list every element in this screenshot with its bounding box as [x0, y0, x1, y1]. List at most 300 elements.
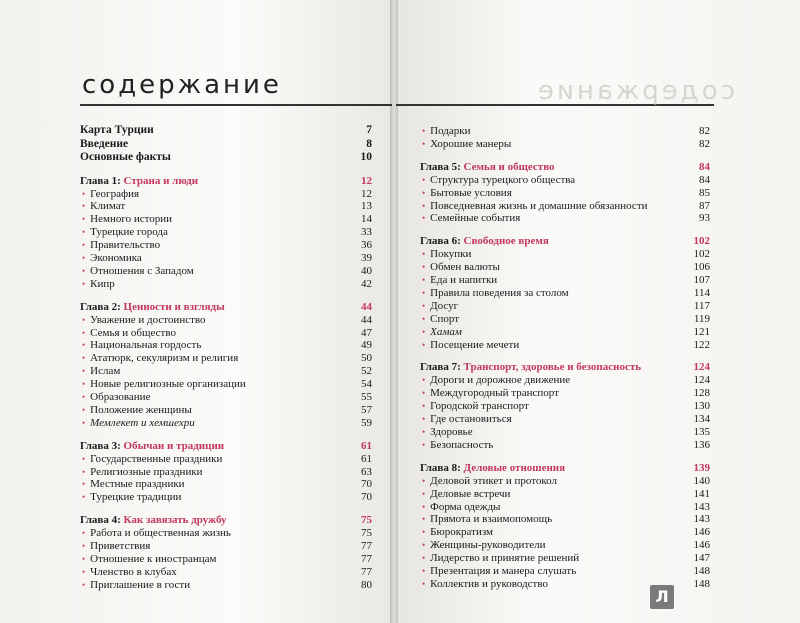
front-matter-row	[80, 138, 372, 152]
toc-item	[420, 439, 710, 452]
toc-item	[420, 565, 710, 578]
entry-label: Ататюрк, секуляризм и религия	[90, 352, 239, 365]
toc-item	[80, 566, 372, 579]
entry-label: Деловой этикет и протокол	[430, 474, 558, 487]
toc-item-text	[422, 212, 520, 225]
toc-item-text	[422, 339, 519, 352]
entry-label: Повседневная жизнь и домашние обязанности	[430, 199, 648, 212]
bullet-icon: •	[82, 453, 86, 464]
bullet-icon: •	[82, 466, 86, 477]
toc-item	[80, 527, 372, 540]
bullet-icon: •	[422, 388, 426, 399]
chapter-heading	[80, 300, 372, 314]
toc-item-text	[82, 188, 139, 201]
chapter-name: Деловые отношения	[463, 461, 566, 474]
entry-label: Посещение мечети	[430, 338, 520, 351]
entry-label: Дороги и дорожное движение	[430, 374, 571, 387]
page-number: 146	[693, 539, 710, 552]
toc-item-text	[422, 287, 569, 300]
toc-item	[80, 339, 372, 352]
entry-label: Турецкие города	[90, 226, 168, 239]
toc-item-text	[82, 417, 195, 430]
continued-items	[420, 125, 710, 151]
toc-item-text	[82, 527, 231, 540]
bullet-icon: •	[422, 213, 426, 224]
entry-label: Междугородный транспорт	[430, 387, 559, 400]
page-number: 77	[361, 565, 372, 578]
entry-label: Коллектив и руководство	[430, 577, 548, 590]
toc-item	[80, 314, 372, 327]
toc-item-text	[422, 313, 459, 326]
chapter-name: Ценности и взгляды	[123, 300, 225, 313]
toc-item-text	[82, 553, 217, 566]
bullet-icon: •	[82, 201, 86, 212]
entry-label: Правительство	[90, 239, 161, 252]
entry-label: Уважение и достоинство	[90, 313, 206, 326]
bullet-icon: •	[422, 262, 426, 273]
chapter-prefix: Глава 8:	[420, 461, 464, 474]
entry-label: Ислам	[90, 365, 121, 378]
bullet-icon: •	[422, 126, 426, 136]
front-matter-row	[80, 151, 372, 165]
toc-item-text	[422, 513, 552, 526]
chapter-page-number: 44	[361, 300, 372, 313]
entry-label: Покупки	[430, 248, 472, 261]
page-number: 77	[361, 552, 372, 565]
chapter-page-number: 102	[693, 235, 710, 248]
entry-label: Отношения с Западом	[90, 264, 194, 277]
toc-item-text	[422, 300, 458, 313]
page-number: 117	[693, 299, 710, 312]
page-number: 57	[361, 403, 372, 416]
chapter-name: Как завязать дружбу	[123, 514, 227, 527]
toc-item-text	[82, 213, 172, 226]
page-number: 82	[699, 137, 710, 150]
chapter-title	[80, 174, 198, 188]
toc-item	[80, 213, 372, 226]
chapter-title	[80, 439, 224, 453]
page-number: 50	[361, 352, 372, 365]
entry-label: Структура турецкого общества	[430, 173, 576, 186]
toc-item	[80, 188, 372, 201]
bullet-icon: •	[422, 275, 426, 286]
chapter-title	[420, 360, 641, 374]
toc-item-text	[422, 274, 497, 287]
bullet-icon: •	[422, 488, 426, 499]
page-number: 8	[366, 137, 372, 150]
chapter-prefix: Глава 1:	[80, 174, 124, 187]
toc-item	[80, 579, 372, 592]
entry-label: Еда и напитки	[430, 274, 498, 287]
chapter-name: Свободное время	[463, 235, 549, 248]
toc-item	[420, 287, 710, 300]
entry-label: География	[90, 187, 140, 200]
page-number: 55	[361, 390, 372, 403]
bullet-icon: •	[422, 475, 426, 486]
page-number: 136	[693, 438, 710, 451]
page-number: 33	[361, 226, 372, 239]
chapter-title	[420, 461, 565, 475]
toc-item	[420, 539, 710, 552]
toc-item	[420, 326, 710, 339]
bullet-icon: •	[422, 439, 426, 450]
toc-item-text	[422, 261, 500, 274]
page-number: 63	[361, 465, 372, 478]
entry-label: Досуг	[430, 299, 459, 312]
bullet-icon: •	[422, 514, 426, 525]
toc-item	[420, 339, 710, 352]
toc-item	[80, 265, 372, 278]
left-chapter-list	[80, 174, 372, 592]
page-number: 146	[693, 526, 710, 539]
toc-item	[80, 226, 372, 239]
page-number: 36	[361, 239, 372, 252]
entry-label: Здоровье	[430, 426, 473, 439]
bullet-icon: •	[82, 404, 86, 415]
toc-item-text	[82, 579, 190, 592]
page-number: 61	[361, 452, 372, 465]
entry-label: Презентация и манера слушать	[430, 565, 577, 578]
toc-item-text	[82, 252, 142, 265]
toc-item-text	[422, 488, 510, 501]
entry-label: Основные факты	[80, 151, 171, 163]
entry-label: Немного истории	[90, 213, 173, 226]
toc-item	[420, 261, 710, 274]
toc-item-text	[82, 278, 115, 291]
page-number: 70	[361, 491, 372, 504]
page-number: 49	[361, 339, 372, 352]
toc-item-text	[422, 387, 559, 400]
toc-item-text	[422, 565, 576, 578]
page-number: 47	[361, 326, 372, 339]
page-number: 148	[693, 577, 710, 590]
page-number: 52	[361, 365, 372, 378]
toc-item-text	[422, 526, 493, 539]
entry-label: Мемлекет и хемшехри	[90, 416, 195, 429]
toc-item-text	[82, 327, 176, 340]
toc-item	[80, 540, 372, 553]
toc-item-text	[422, 174, 575, 187]
toc-item	[420, 475, 710, 488]
chapter-title	[420, 160, 555, 174]
bullet-icon: •	[422, 249, 426, 260]
page-number: 85	[699, 186, 710, 199]
entry-label: Членство в клубах	[90, 565, 177, 578]
toc-item-text	[82, 453, 222, 466]
bullet-icon: •	[82, 353, 86, 364]
toc-item	[80, 365, 372, 378]
bullet-icon: •	[422, 138, 426, 149]
entry-label: Государственные праздники	[90, 452, 223, 465]
toc-item	[80, 378, 372, 391]
toc-item	[420, 212, 710, 225]
bullet-icon: •	[82, 566, 86, 577]
toc-item	[80, 352, 372, 365]
chapter-heading	[420, 160, 710, 174]
page-number: 13	[361, 200, 372, 213]
page-number: 14	[361, 213, 372, 226]
bullet-icon: •	[82, 314, 86, 325]
entry-label: Лидерство и принятие решений	[430, 552, 580, 565]
toc-item	[420, 187, 710, 200]
chapter-page-number: 124	[693, 361, 710, 374]
bullet-icon: •	[422, 375, 426, 386]
bullet-icon: •	[82, 240, 86, 251]
toc-item-text	[422, 248, 471, 261]
bullet-icon: •	[422, 414, 426, 425]
entry-label: Хамам	[430, 325, 462, 338]
entry-label: Кипр	[90, 277, 115, 290]
page-number: 134	[693, 413, 710, 426]
toc-item	[420, 488, 710, 501]
toc-item	[420, 274, 710, 287]
toc-item-text	[82, 265, 194, 278]
bullet-icon: •	[422, 339, 426, 350]
chapter-heading	[420, 461, 710, 475]
toc-item	[420, 374, 710, 387]
page-number: 44	[361, 313, 372, 326]
entry-label: Городской транспорт	[430, 400, 529, 413]
chapter-heading	[420, 360, 710, 374]
entry-label: Форма одежды	[430, 500, 501, 513]
bullet-icon: •	[82, 252, 86, 263]
page-number: 80	[361, 578, 372, 591]
bullet-icon: •	[82, 327, 86, 338]
page-number: 10	[360, 151, 372, 163]
book-gutter	[390, 0, 398, 623]
chapter-page-number: 61	[361, 439, 372, 452]
bullet-icon: •	[422, 427, 426, 438]
page-number: 70	[361, 478, 372, 491]
toc-item-text	[422, 426, 473, 439]
bullet-icon: •	[82, 214, 86, 225]
toc-item-text	[422, 439, 493, 452]
page-number: 42	[361, 277, 372, 290]
chapter-page-number: 75	[361, 514, 372, 527]
toc-item-text	[82, 200, 125, 213]
bullet-icon: •	[82, 528, 86, 539]
chapter-prefix: Глава 5:	[420, 160, 464, 173]
toc-item	[420, 138, 710, 151]
toc-item	[420, 313, 710, 326]
toc-item	[80, 404, 372, 417]
toc-item-text	[82, 339, 201, 352]
toc-item	[80, 252, 372, 265]
page-number: 39	[361, 251, 372, 264]
front-matter	[80, 124, 372, 165]
chapter-title	[80, 300, 225, 314]
bullet-icon: •	[82, 579, 86, 590]
bullet-icon: •	[82, 265, 86, 276]
page-number: 77	[361, 540, 372, 553]
chapter-page-number: 12	[361, 174, 372, 187]
entry-label: Национальная гордость	[90, 339, 202, 352]
entry-label: Работа и общественная жизнь	[90, 527, 231, 540]
chapter-prefix: Глава 4:	[80, 514, 124, 527]
bullet-icon: •	[422, 540, 426, 551]
bullet-icon: •	[82, 188, 86, 199]
page-number: 114	[693, 287, 710, 300]
toc-item-text	[82, 239, 160, 252]
page-number: 141	[693, 487, 710, 500]
bullet-icon: •	[82, 479, 86, 490]
toc-item-text	[82, 466, 203, 479]
page-number: 143	[693, 500, 710, 513]
toc-item	[420, 174, 710, 187]
page-number: 124	[693, 374, 710, 387]
bullet-icon: •	[422, 174, 426, 185]
page-number: 148	[693, 565, 710, 578]
toc-item-text	[82, 491, 181, 504]
page-number: 140	[693, 474, 710, 487]
bullet-icon: •	[82, 541, 86, 552]
page-number: 119	[693, 312, 710, 325]
chapter-name: Семья и общество	[463, 160, 555, 173]
entry-label: Положение женщины	[90, 403, 192, 416]
bullet-icon: •	[422, 288, 426, 299]
chapter-heading	[80, 174, 372, 188]
entry-label: Бюрократизм	[430, 526, 493, 539]
toc-item-text	[82, 314, 206, 327]
toc-item	[420, 552, 710, 565]
toc-item-text	[82, 404, 192, 417]
watermark-logo: Л	[650, 585, 674, 609]
entry-label: Отношение к иностранцам	[90, 552, 217, 565]
entry-label: Климат	[90, 200, 126, 213]
toc-item-text	[422, 501, 500, 514]
page-number: 7	[366, 124, 372, 136]
page-number: 59	[361, 416, 372, 429]
toc-item	[420, 387, 710, 400]
entry-label: Женщины-руководители	[430, 539, 546, 552]
entry-label: Безопасность	[430, 438, 494, 451]
toc-item	[80, 491, 372, 504]
toc-item-text	[422, 187, 512, 200]
chapter-heading	[80, 439, 372, 453]
toc-item	[80, 417, 372, 430]
page-number: 130	[693, 400, 710, 413]
page-title: содержание	[82, 70, 282, 100]
chapter-page-number: 139	[693, 461, 710, 474]
entry-label: Карта Турции	[80, 124, 154, 136]
toc-item	[420, 513, 710, 526]
page-number: 54	[361, 378, 372, 391]
entry-label: Подарки	[430, 125, 471, 137]
toc-item	[420, 526, 710, 539]
bullet-icon: •	[82, 340, 86, 351]
toc-item-text	[422, 374, 570, 387]
chapter-title	[80, 513, 227, 527]
page-number: 147	[693, 552, 710, 565]
entry-label: Бытовые условия	[430, 186, 512, 199]
toc-item	[80, 391, 372, 404]
toc-item-text	[82, 365, 120, 378]
chapter-prefix: Глава 7:	[420, 361, 464, 374]
bullet-icon: •	[422, 566, 426, 577]
bullet-icon: •	[82, 379, 86, 390]
toc-item-text	[422, 475, 557, 488]
toc-item	[80, 327, 372, 340]
entry-label: Семья и общество	[90, 326, 176, 339]
toc-item	[420, 413, 710, 426]
chapter-name: Транспорт, здоровье и безопасность	[463, 361, 642, 374]
page-number: 143	[693, 513, 710, 526]
toc-item-text	[422, 413, 512, 426]
toc-item-text	[422, 138, 511, 151]
chapter-page-number: 84	[699, 160, 710, 173]
toc-left-column	[80, 124, 372, 592]
page-number: 12	[361, 187, 372, 200]
page-number: 84	[699, 173, 710, 186]
entry-label: Турецкие традиции	[90, 491, 182, 504]
bullet-icon: •	[82, 553, 86, 564]
bullet-icon: •	[82, 417, 86, 428]
page-number: 122	[693, 338, 710, 351]
toc-item-text	[422, 125, 471, 138]
toc-item	[80, 453, 372, 466]
toc-item-text	[82, 566, 177, 579]
page-number: 82	[699, 125, 710, 137]
bullet-icon: •	[422, 313, 426, 324]
bullet-icon: •	[422, 578, 426, 589]
toc-item	[80, 553, 372, 566]
bullet-icon: •	[82, 366, 86, 377]
bullet-icon: •	[82, 391, 86, 402]
right-chapter-list	[420, 160, 710, 591]
toc-item	[420, 501, 710, 514]
toc-item-text	[82, 226, 168, 239]
page-number: 102	[693, 248, 710, 261]
toc-item-text	[82, 478, 185, 491]
toc-item	[420, 248, 710, 261]
toc-item	[80, 200, 372, 213]
bullet-icon: •	[422, 501, 426, 512]
page-number: 128	[693, 387, 710, 400]
toc-item-text	[82, 391, 150, 404]
entry-label: Новые религиозные организации	[90, 378, 246, 391]
page-number: 87	[699, 199, 710, 212]
chapter-prefix: Глава 2:	[80, 300, 124, 313]
entry-label: Приветствия	[90, 540, 151, 553]
toc-item	[80, 239, 372, 252]
toc-item	[420, 426, 710, 439]
toc-item	[420, 200, 710, 213]
chapter-heading	[420, 234, 710, 248]
title-rule	[80, 104, 392, 106]
chapter-prefix: Глава 6:	[420, 235, 464, 248]
page-number: 93	[699, 212, 710, 225]
toc-item	[80, 466, 372, 479]
chapter-name: Обычаи и традиции	[123, 439, 225, 452]
chapter-heading	[80, 513, 372, 527]
toc-item	[420, 125, 710, 138]
bullet-icon: •	[82, 278, 86, 289]
toc-item	[420, 400, 710, 413]
entry-label: Экономика	[90, 251, 142, 264]
page-number: 40	[361, 264, 372, 277]
entry-label: Образование	[90, 390, 151, 403]
entry-label: Введение	[80, 137, 129, 150]
toc-item-text	[422, 552, 579, 565]
toc-right-column	[420, 125, 710, 591]
toc-item-text	[82, 352, 238, 365]
entry-label: Семейные события	[430, 212, 521, 225]
toc-item-text	[422, 539, 546, 552]
entry-label: Местные праздники	[90, 478, 185, 491]
bullet-icon: •	[422, 401, 426, 412]
entry-label: Прямота и взаимопомощь	[430, 513, 553, 526]
entry-label: Приглашение в гости	[90, 578, 191, 591]
